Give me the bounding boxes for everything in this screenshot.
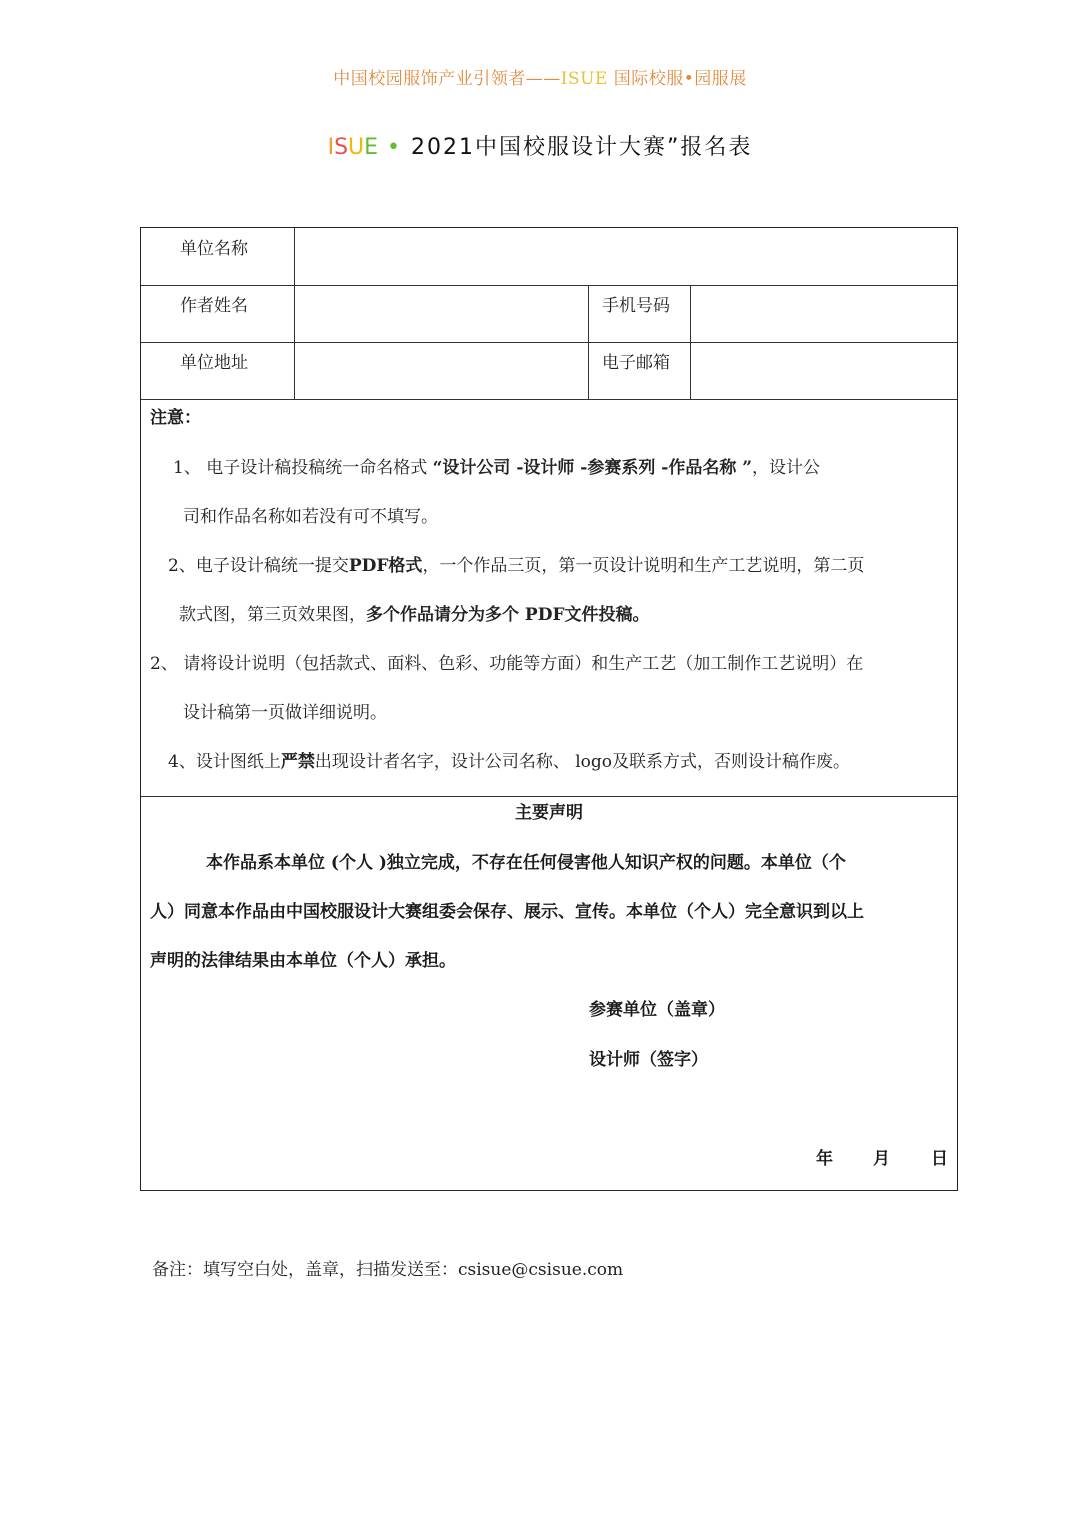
note-item-1-cont: 司和作品名称如若没有可不填写。	[183, 507, 438, 527]
declaration-line-3: 声明的法律结果由本单位（个人）承担。	[150, 951, 456, 971]
note-2-multi: 多个作品请分为多个 PDF文件投稿。	[366, 605, 650, 625]
phone-label: 手机号码	[602, 296, 670, 316]
stamp-label: 参赛单位（盖章）	[589, 1000, 725, 1020]
row-divider	[141, 796, 957, 797]
note-2-text-d: 款式图，第三页效果图，	[179, 605, 366, 625]
header-tagline	[0, 64, 1080, 89]
date-year-label: 年	[816, 1149, 833, 1169]
note-4-text-a: 4、设计图纸上	[168, 752, 281, 772]
author-name-field[interactable]	[295, 286, 588, 342]
title-text: 2021中国校服设计大赛”报名表	[411, 135, 753, 160]
note-1-text-c: ，设计公	[752, 458, 821, 478]
note-1-format: “设计公司 -设计师 -参赛系列 -作品名称 ”	[432, 458, 753, 478]
column-divider	[588, 285, 589, 399]
tagline-prefix: 中国校园服饰产业引领者——	[333, 69, 561, 89]
email-label: 电子邮箱	[602, 353, 670, 373]
logo-letter-e: E	[364, 135, 379, 160]
declaration-title: 主要声明	[515, 803, 583, 823]
author-name-label: 作者姓名	[180, 296, 248, 316]
declaration-line-1: 本作品系本单位 (个人 )独立完成，不存在任何侵害他人知识产权的问题。本单位（个	[206, 853, 846, 873]
date-day-label: 日	[931, 1149, 948, 1169]
note-1-text-a: 1、 电子设计稿投稿统一命名格式	[173, 458, 433, 478]
note-item-4	[168, 747, 850, 772]
email-field[interactable]	[691, 343, 957, 399]
logo-letter-s: S	[334, 135, 349, 160]
notes-title: 注意：	[150, 408, 201, 428]
tagline-suffix: 国际校服•园服展	[607, 69, 747, 89]
footnote: 备注：填写空白处，盖章，扫描发送至：csisue@csisue.com	[152, 1260, 624, 1280]
note-item-3: 2、 请将设计说明（包括款式、面料、色彩、功能等方面）和生产工艺（加工制作工艺说明）在	[150, 654, 864, 674]
date-month-label: 月	[873, 1149, 890, 1169]
title-dot: •	[387, 135, 403, 160]
logo-letter-u: U	[348, 135, 365, 160]
address-field[interactable]	[295, 343, 588, 399]
note-item-2	[168, 551, 864, 576]
unit-name-label: 单位名称	[180, 239, 248, 259]
signature-label: 设计师（签字）	[589, 1050, 708, 1070]
tagline-brand: ISUE	[560, 69, 608, 89]
isue-logo	[328, 135, 378, 160]
note-2-text-c: ，一个作品三页，第一页设计说明和生产工艺说明，第二页	[422, 556, 865, 576]
unit-name-field[interactable]	[295, 228, 957, 285]
address-label: 单位地址	[180, 353, 248, 373]
registration-form	[140, 227, 958, 1191]
note-4-text-c: 出现设计者名字，设计公司名称、 logo及联系方式，否则设计稿作废。	[314, 752, 851, 772]
note-item-2-cont	[179, 600, 650, 625]
logo-letter-i: I	[327, 135, 335, 160]
note-item-3-cont: 设计稿第一页做详细说明。	[183, 703, 387, 723]
form-title	[0, 130, 1080, 161]
note-4-forbidden: 严禁	[280, 752, 315, 772]
row-divider	[141, 399, 957, 400]
phone-field[interactable]	[691, 286, 957, 342]
note-2-pdf: PDF格式	[348, 556, 423, 576]
note-2-text-a: 2、电子设计稿统一提交	[168, 556, 349, 576]
note-item-1	[173, 453, 820, 478]
declaration-line-2: 人）同意本作品由中国校服设计大赛组委会保存、展示、宣传。本单位（个人）完全意识到以上	[150, 902, 864, 922]
